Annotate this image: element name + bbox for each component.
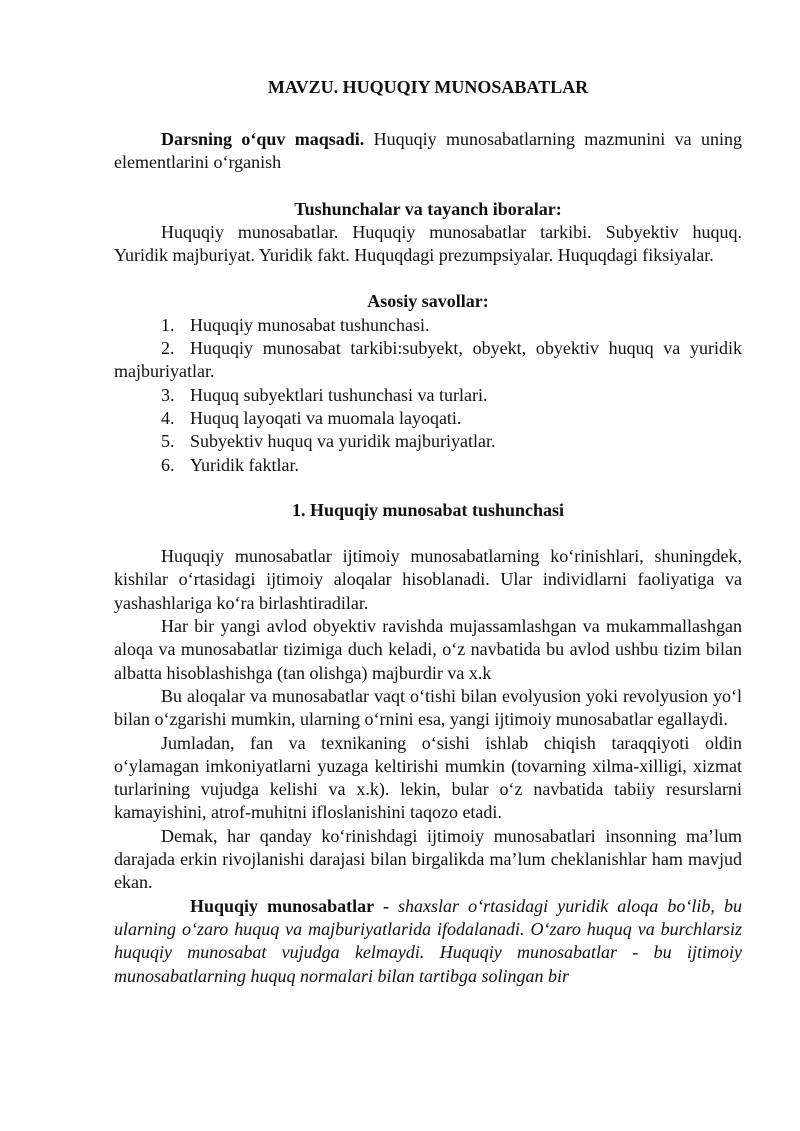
question-text: Huquqiy munosabat tarkibi:subyekt, obyekt, obyektiv huquq va yuridik majburiyatlar. (114, 338, 742, 382)
document-title: MAVZU. HUQUQIY MUNOSABATLAR (267, 77, 589, 97)
question-text: Huquq subyektlari tushunchasi va turlari. (190, 384, 488, 405)
question-text: Huquq layoqati va muomala layoqati. (190, 407, 462, 428)
body-paragraph: Bu aloqalar va munosabatlar vaqt o‘tishi bilan evolyusion yoki revolyusion yo‘l bilan o‘zgarishi mumkin, ularning o‘rnini esa, yangi ijtimoiy munosabatlar egallaydi. (114, 685, 742, 730)
concepts-heading: Tushunchalar va tayanch iboralar: (294, 198, 562, 219)
concepts-text: Huquqiy munosabatlar. Huquqiy munosabatlar tarkibi. Subyektiv huquq. Yuridik majburiyat. Yuridik fakt. Huquqdagi prezumpsiyalar. Huquqdagi fiksiyalar. (114, 221, 742, 266)
body-paragraph: Huquqiy munosabatlar ijtimoiy munosabatlarning ko‘rinishlari, shuningdek, kishilar o‘rtasidagi ijtimoiy aloqalar hisoblanadi. Ular individlarni faoliyatiga va yashashlariga ko‘ra birlashtiradilar. (114, 546, 742, 613)
question-item (114, 454, 742, 477)
body-paragraph: Har bir yangi avlod obyektiv ravishda mujassamlashgan va mukammallashgan aloqa va munosabatlar tizimiga duch keladi, o‘z navbatida bu avlod ushbu tizim bilan albatta hisoblashishga (tan olishga) majburdir va x.k (114, 616, 742, 683)
definition-text: shaxslar o‘rtasidagi yuridik aloqa bo‘lib, bu ularning o‘zaro huquq va majburiyatlarida ifodalanadi. O‘zaro huquq va burchlarsiz huquqiy munosabat vujudga kelmaydi. Huquqiy munosabatlar - bu ijtimoiy munosabatlarning huquq normalari bilan tartibga solingan bir (114, 895, 742, 986)
question-text: Subyektiv huquq va yuridik majburiyatlar. (190, 431, 496, 452)
lesson-goal (114, 128, 742, 175)
questions-list (114, 314, 742, 477)
question-text: Yuridik faktlar. (190, 454, 299, 475)
questions-heading: Asosiy savollar: (367, 291, 489, 312)
lesson-goal-text: Huquqiy munosabatlarning mazmunini va uning elementlarini o‘rganish (114, 129, 742, 173)
spacer (114, 267, 742, 290)
document-page (114, 76, 742, 988)
question-item (114, 384, 742, 407)
question-item (114, 430, 742, 453)
definition-term: Huquqiy munosabatlar (190, 895, 374, 916)
definition-paragraph (114, 895, 742, 988)
question-text: Huquqiy munosabat tushunchasi. (190, 314, 430, 335)
question-number: 6. (161, 454, 175, 475)
question-number: 4. (161, 407, 175, 428)
body-paragraph: Demak, har qanday ko‘rinishdagi ijtimoiy munosabatlari insonning ma’lum darajada erkin rivojlanishi darajasi bilan birgalikda ma’lum cheklanishlar ham mavjud ekan. (114, 825, 742, 893)
question-item (114, 314, 742, 337)
question-number: 2. (161, 338, 175, 359)
question-number: 1. (161, 314, 175, 335)
definition-dash: - (373, 895, 399, 916)
question-number: 3. (161, 384, 175, 405)
body-paragraph: Jumladan, fan va texnikaning o‘sishi ishlab chiqish taraqqiyoti oldin o‘ylamagan imkoniyatlarni yuzaga keltirishi mumkin (tovarning xilma-xilligi, xizmat turlarining vujudga kelishi va x.k). lekin, bular o‘z navbatida tabiiy resurslarni kamayishini, atrof-muhitni ifloslanishini taqozo etadi. (114, 732, 742, 823)
question-number: 5. (161, 431, 175, 452)
question-item (114, 407, 742, 430)
section-heading: 1. Huquqiy munosabat tushunchasi (291, 499, 565, 520)
question-item (114, 337, 742, 384)
lesson-goal-label: Darsning o‘quv maqsadi. (161, 129, 365, 149)
